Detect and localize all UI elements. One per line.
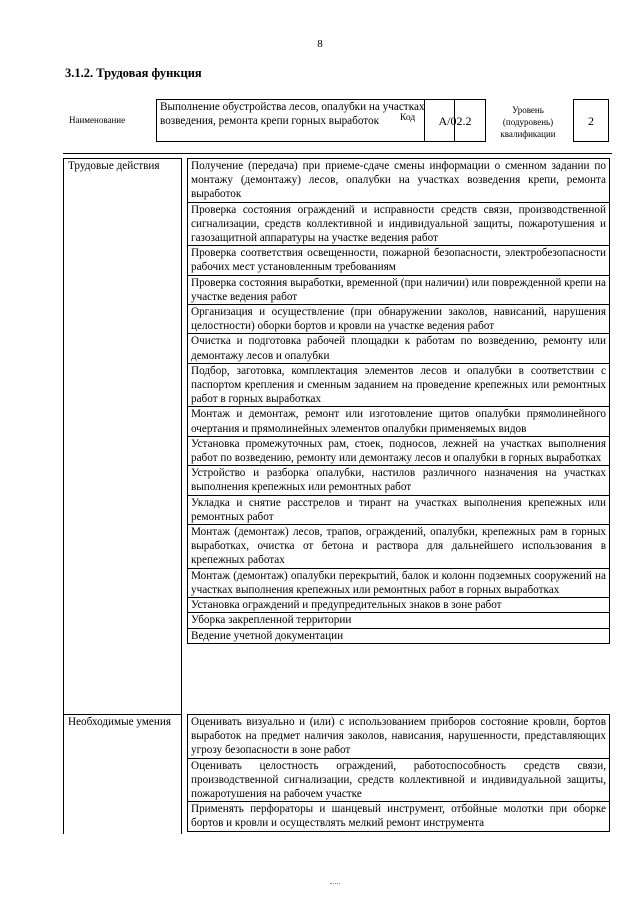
labor-action-item: Монтаж (демонтаж) опалубки перекрытий, балок и колонн подземных сооружений на участках выполнения крепежных или ремонтных работ в горных выработках	[187, 568, 610, 597]
function-header	[63, 99, 612, 144]
labor-actions-list	[187, 158, 610, 644]
separator-line	[63, 153, 612, 154]
name-label: Наименование	[69, 115, 126, 125]
labor-action-item: Проверка соответствия освещенности, пожарной безопасности, электробезопасности рабочих мест установленным требованиям	[187, 245, 610, 274]
labor-action-item: Ведение учетной документации	[187, 628, 610, 644]
skill-item: Оценивать визуально и (или) с использованием приборов состояние кровли, бортов выработок на предмет наличия заколов, нависания, нарушенности, представляющих угрозу безопасности в зоне работ	[187, 714, 610, 758]
labor-action-item: Монтаж (демонтаж) лесов, трапов, ограждений, опалубки, крепежных рам в горных выработках, очистка от бетона и раствора для дальнейшего использования в крепежных работах	[187, 524, 610, 568]
code-value: A/02.2	[424, 99, 486, 142]
level-value: 2	[573, 99, 609, 142]
labor-action-item: Получение (передача) при приеме-сдаче смены информации о сменном задании по монтажу (демонтажу) лесов, опалубки на участках возведения крепи, ремонта выработок	[187, 158, 610, 202]
labor-action-item: Монтаж и демонтаж, ремонт или изготовление щитов опалубки прямолинейного очертания и прямолинейных элементов опалубки применяемых видов	[187, 406, 610, 435]
labor-action-item: Проверка состояния выработки, временной (при наличии) или поврежденной крепи на участке ведения работ	[187, 275, 610, 304]
name-value: Выполнение обустройства лесов, опалубки на участках возведения, ремонта крепи горных выработок	[156, 99, 455, 142]
labor-action-item: Очистка и подготовка рабочей площадки к работам по возведению, ремонту или демонтажу лесов и опалубки	[187, 333, 610, 362]
labor-actions-label: Трудовые действия	[63, 158, 182, 714]
section-title: 3.1.2. Трудовая функция	[65, 66, 202, 80]
labor-action-item: Укладка и снятие расстрелов и тирант на участках выполнения крепежных или ремонтных работ	[187, 495, 610, 524]
skills-list	[187, 714, 610, 832]
skills-label: Необходимые умения	[63, 714, 182, 834]
code-label: Код	[400, 113, 416, 123]
skill-item: Оценивать целостность ограждений, работоспособность средств связи, производственной сигнализации, средств коллективной и индивидуальной защиты, пожаротушения на рабочем участке	[187, 758, 610, 802]
labor-action-item: Установка ограждений и предупредительных знаков в зоне работ	[187, 597, 610, 612]
labor-action-item: Проверка состояния ограждений и исправности средств связи, производственной сигнализации, средств коллективной и индивидуальной защиты, пожаротушения и газозащитной аппаратуры на участке ведения работ	[187, 202, 610, 246]
labor-action-item: Подбор, заготовка, комплектация элементов лесов и опалубки в соответствии с паспортом крепления и сменным заданием на проведение крепежных или ремонтных работ в горных выработках	[187, 363, 610, 407]
level-label: Уровень (подуровень) квалификации	[500, 105, 556, 139]
function-table	[63, 158, 610, 836]
footer-mark	[330, 883, 340, 884]
page-number: 8	[317, 38, 323, 50]
labor-action-item: Уборка закрепленной территории	[187, 612, 610, 627]
labor-action-item: Организация и осуществление (при обнаружении заколов, нависаний, нарушения целостности) оборки бортов и кровли на участке ведения работ	[187, 304, 610, 333]
labor-action-item: Установка промежуточных рам, стоек, подносов, лежней на участках выполнения работ по возведению, ремонту или демонтажу лесов и опалубки в горных выработках	[187, 436, 610, 465]
labor-action-item: Устройство и разборка опалубки, настилов различного назначения на участках выполнения крепежных или ремонтных работ	[187, 465, 610, 494]
skill-item: Применять перфораторы и шанцевый инструмент, отбойные молотки при оборке бортов и кровли и осуществлять мелкий ремонт инструмента	[187, 801, 610, 831]
